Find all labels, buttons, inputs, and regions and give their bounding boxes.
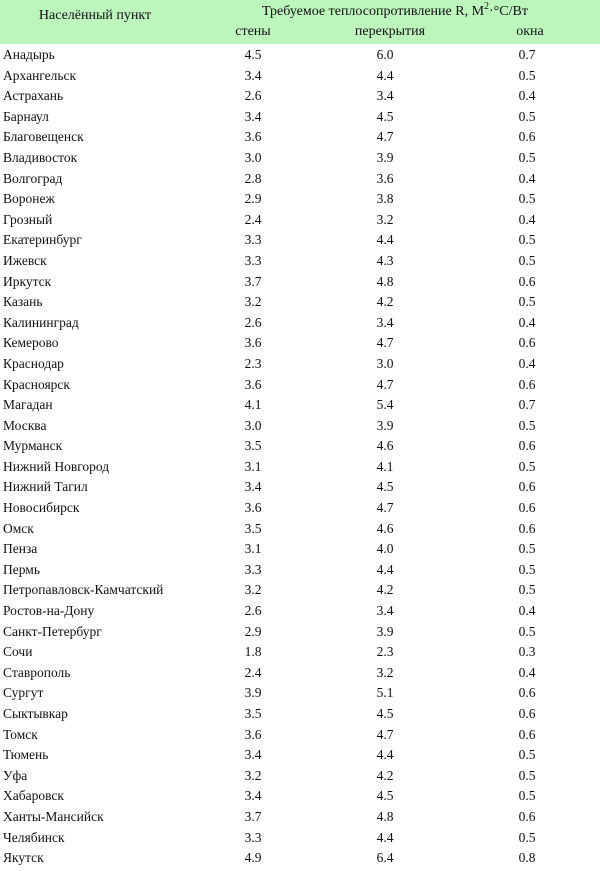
cell-windows: 0.3 [518, 644, 536, 660]
cell-roofs: 4.4 [376, 67, 394, 83]
cell-walls: 2.4 [244, 211, 262, 227]
cell-place: Кемерово [3, 335, 59, 351]
cell-walls: 2.9 [244, 191, 262, 207]
cell-roofs: 4.5 [376, 706, 394, 721]
table-row [0, 210, 600, 231]
table-row [0, 313, 600, 334]
table-row [0, 86, 600, 107]
table-row [0, 622, 600, 643]
cell-walls: 1.8 [244, 644, 262, 660]
cell-walls: 3.2 [244, 582, 262, 598]
cell-windows: 0.4 [518, 603, 536, 619]
cell-windows: 0.6 [518, 273, 536, 289]
cell-windows: 0.5 [518, 458, 536, 474]
cell-place: Иркутск [3, 273, 52, 289]
table-row [0, 580, 600, 601]
cell-walls: 2.6 [244, 603, 262, 619]
cell-roofs: 3.4 [376, 314, 394, 330]
cell-walls: 3.4 [244, 747, 262, 763]
cell-place: Пенза [3, 541, 38, 557]
cell-roofs: 4.4 [376, 561, 394, 577]
cell-walls: 3.9 [244, 685, 262, 701]
cell-walls: 3.4 [244, 479, 262, 495]
cell-place: Уфа [3, 767, 28, 783]
cell-place: Москва [3, 417, 47, 433]
table-row [0, 189, 600, 210]
cell-walls: 2.8 [244, 170, 262, 186]
cell-walls: 3.1 [244, 541, 262, 557]
cell-roofs: 4.1 [376, 458, 394, 474]
table-row [0, 127, 600, 148]
cell-windows: 0.5 [518, 788, 536, 804]
cell-place: Петропавловск-Камчатский [3, 582, 164, 598]
cell-walls: 4.9 [244, 850, 262, 866]
cell-windows: 0.6 [518, 335, 536, 351]
table-row [0, 601, 600, 622]
cell-walls: 3.6 [244, 335, 262, 351]
table-row [0, 519, 600, 540]
cell-windows: 0.4 [518, 314, 536, 330]
cell-roofs: 4.3 [376, 252, 394, 268]
column-header-roofs: перекрытия [354, 24, 426, 39]
cell-place: Красноярск [3, 376, 70, 392]
cell-walls: 3.3 [244, 252, 262, 268]
cell-windows: 0.5 [518, 623, 536, 639]
table-row [0, 272, 600, 293]
table-row [0, 395, 600, 416]
cell-roofs: 4.7 [376, 376, 394, 392]
cell-place: Астрахань [3, 88, 64, 104]
cell-walls: 3.2 [244, 767, 262, 783]
cell-walls: 3.6 [244, 500, 262, 516]
cell-windows: 0.5 [518, 149, 536, 165]
cell-roofs: 5.4 [376, 397, 394, 413]
cell-windows: 0.5 [518, 829, 536, 845]
cell-place: Краснодар [3, 355, 64, 371]
cell-place: Санкт-Петербург [3, 623, 102, 639]
cell-roofs: 4.8 [376, 808, 394, 824]
cell-place: Якутск [3, 850, 44, 866]
cell-walls: 3.7 [244, 808, 262, 824]
group-title-superscript: 2 [484, 1, 490, 12]
cell-windows: 0.5 [518, 541, 536, 557]
group-title-prefix: Требуемое теплосопротивление R, М [262, 4, 485, 19]
cell-roofs: 6.4 [376, 850, 394, 866]
cell-windows: 0.4 [518, 170, 536, 186]
cell-windows: 0.7 [518, 397, 536, 413]
column-header-walls: стены [235, 24, 271, 39]
cell-windows: 0.5 [518, 561, 536, 577]
table-header [0, 0, 600, 44]
cell-roofs: 6.0 [376, 47, 394, 62]
cell-roofs: 3.9 [376, 417, 394, 433]
cell-place: Благовещенск [3, 129, 84, 145]
cell-roofs: 3.0 [376, 355, 394, 371]
table-row [0, 292, 600, 313]
cell-windows: 0.5 [518, 417, 536, 433]
cell-place: Сыктывкар [3, 706, 68, 721]
cell-place: Хабаровск [3, 788, 64, 804]
table-body [0, 45, 600, 869]
table-row [0, 230, 600, 251]
cell-place: Мурманск [3, 438, 63, 454]
cell-roofs: 3.9 [376, 623, 394, 639]
cell-windows: 0.5 [518, 747, 536, 763]
table-row [0, 560, 600, 581]
cell-walls: 2.6 [244, 314, 262, 330]
cell-roofs: 4.5 [376, 108, 394, 124]
column-header-place: Населённый пункт [38, 8, 152, 23]
cell-walls: 2.6 [244, 88, 262, 104]
cell-roofs: 4.6 [376, 520, 394, 536]
table-row [0, 66, 600, 87]
table-row [0, 333, 600, 354]
cell-walls: 3.6 [244, 376, 262, 392]
cell-place: Магадан [3, 397, 53, 413]
table-row [0, 663, 600, 684]
cell-walls: 3.2 [244, 294, 262, 310]
cell-walls: 3.6 [244, 726, 262, 742]
cell-walls: 3.7 [244, 273, 262, 289]
cell-windows: 0.5 [518, 767, 536, 783]
cell-walls: 3.4 [244, 108, 262, 124]
cell-roofs: 3.2 [376, 211, 394, 227]
cell-place: Екатеринбург [3, 232, 82, 248]
cell-windows: 0.6 [518, 479, 536, 495]
column-header-windows: окна [516, 24, 544, 39]
cell-roofs: 5.1 [376, 685, 394, 701]
table-row [0, 745, 600, 766]
cell-roofs: 4.5 [376, 788, 394, 804]
cell-windows: 0.7 [518, 47, 536, 62]
cell-place: Омск [3, 520, 34, 536]
cell-windows: 0.6 [518, 129, 536, 145]
cell-windows: 0.5 [518, 191, 536, 207]
table-row [0, 416, 600, 437]
cell-place: Ханты-Мансийск [3, 808, 104, 824]
cell-windows: 0.6 [518, 500, 536, 516]
table-row [0, 169, 600, 190]
cell-place: Грозный [3, 211, 53, 227]
cell-walls: 3.0 [244, 417, 262, 433]
cell-roofs: 4.2 [376, 767, 394, 783]
cell-place: Тюмень [3, 747, 49, 763]
cell-roofs: 4.7 [376, 500, 394, 516]
cell-walls: 4.1 [244, 397, 262, 413]
cell-roofs: 2.3 [376, 644, 394, 660]
cell-windows: 0.5 [518, 294, 536, 310]
cell-windows: 0.4 [518, 88, 536, 104]
column-group-header-resistance [200, 2, 590, 22]
table-row [0, 807, 600, 828]
cell-walls: 3.4 [244, 788, 262, 804]
cell-walls: 3.0 [244, 149, 262, 165]
cell-roofs: 3.8 [376, 191, 394, 207]
table-row [0, 375, 600, 396]
cell-place: Сургут [3, 685, 44, 701]
cell-roofs: 4.2 [376, 582, 394, 598]
cell-place: Новосибирск [3, 500, 80, 516]
cell-roofs: 4.4 [376, 747, 394, 763]
cell-walls: 2.3 [244, 355, 262, 371]
cell-windows: 0.4 [518, 211, 536, 227]
cell-windows: 0.6 [518, 520, 536, 536]
table-row [0, 148, 600, 169]
table-row [0, 539, 600, 560]
table-row [0, 457, 600, 478]
cell-walls: 3.3 [244, 561, 262, 577]
cell-windows: 0.6 [518, 726, 536, 742]
cell-roofs: 3.4 [376, 603, 394, 619]
cell-windows: 0.5 [518, 252, 536, 268]
cell-windows: 0.6 [518, 808, 536, 824]
cell-place: Ростов-на-Дону [3, 603, 95, 619]
table-row [0, 251, 600, 272]
cell-walls: 3.5 [244, 520, 262, 536]
cell-roofs: 4.4 [376, 232, 394, 248]
cell-roofs: 3.2 [376, 664, 394, 680]
cell-walls: 3.1 [244, 458, 262, 474]
group-title-suffix: ·°C/Вт [489, 4, 528, 19]
table-row [0, 786, 600, 807]
cell-windows: 0.8 [518, 850, 536, 866]
table-row [0, 828, 600, 849]
cell-roofs: 4.2 [376, 294, 394, 310]
cell-place: Владивосток [3, 149, 78, 165]
cell-walls: 2.9 [244, 623, 262, 639]
table-row [0, 766, 600, 787]
table-row [0, 107, 600, 128]
cell-place: Пермь [3, 561, 40, 577]
cell-place: Челябинск [3, 829, 65, 845]
cell-place: Томск [3, 726, 38, 742]
cell-walls: 3.3 [244, 829, 262, 845]
cell-place: Ставрополь [3, 664, 71, 680]
cell-place: Волгоград [3, 170, 63, 186]
cell-walls: 3.5 [244, 438, 262, 454]
cell-roofs: 4.4 [376, 829, 394, 845]
cell-windows: 0.5 [518, 232, 536, 248]
cell-windows: 0.6 [518, 376, 536, 392]
cell-walls: 2.4 [244, 664, 262, 680]
cell-place: Барнаул [3, 108, 49, 124]
cell-roofs: 3.9 [376, 149, 394, 165]
cell-place: Архангельск [3, 67, 77, 83]
table-row [0, 498, 600, 519]
table-row [0, 354, 600, 375]
cell-walls: 3.5 [244, 706, 262, 721]
cell-windows: 0.5 [518, 67, 536, 83]
cell-place: Нижний Тагил [3, 479, 88, 495]
cell-windows: 0.4 [518, 355, 536, 371]
cell-place: Анадырь [3, 47, 55, 62]
cell-windows: 0.5 [518, 108, 536, 124]
table-row [0, 477, 600, 498]
cell-windows: 0.6 [518, 438, 536, 454]
table-row [0, 725, 600, 746]
cell-walls: 3.3 [244, 232, 262, 248]
table-row [0, 704, 600, 725]
cell-place: Ижевск [3, 252, 47, 268]
cell-roofs: 4.7 [376, 129, 394, 145]
cell-roofs: 4.8 [376, 273, 394, 289]
table-row [0, 848, 600, 869]
cell-place: Воронеж [3, 191, 55, 207]
cell-place: Казань [3, 294, 43, 310]
cell-place: Калининград [3, 314, 79, 330]
cell-roofs: 4.7 [376, 335, 394, 351]
cell-place: Сочи [3, 644, 33, 660]
cell-walls: 3.4 [244, 67, 262, 83]
cell-windows: 0.6 [518, 706, 536, 721]
table-row [0, 45, 600, 66]
cell-windows: 0.5 [518, 582, 536, 598]
cell-windows: 0.6 [518, 685, 536, 701]
table-row [0, 436, 600, 457]
cell-roofs: 3.4 [376, 88, 394, 104]
cell-place: Нижний Новгород [3, 458, 110, 474]
table-row [0, 642, 600, 663]
cell-roofs: 4.6 [376, 438, 394, 454]
cell-walls: 4.5 [244, 47, 262, 62]
cell-roofs: 4.0 [376, 541, 394, 557]
cell-roofs: 4.7 [376, 726, 394, 742]
cell-roofs: 3.6 [376, 170, 394, 186]
cell-roofs: 4.5 [376, 479, 394, 495]
cell-walls: 3.6 [244, 129, 262, 145]
table-row [0, 683, 600, 704]
cell-windows: 0.4 [518, 664, 536, 680]
